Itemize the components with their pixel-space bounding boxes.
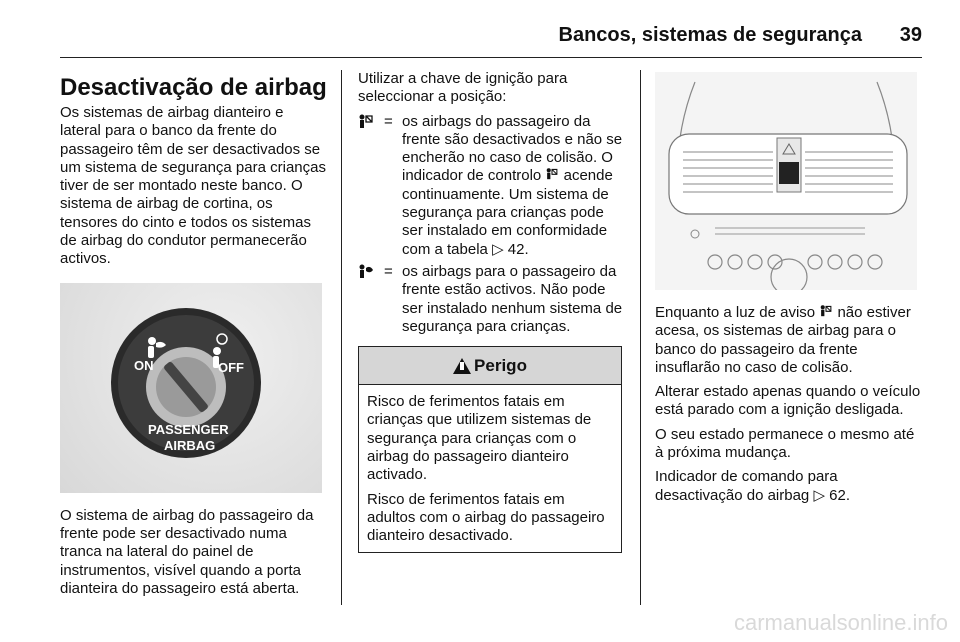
airbag-off-icon (819, 304, 833, 317)
page-header (60, 18, 922, 58)
switch-label-off: OFF (218, 359, 244, 375)
page-ref-icon: ▷ (813, 486, 825, 504)
intro-paragraph: Os sistemas de airbag dianteiro e lateral para o banco da frente do passageiro têm de ser desactivados se um sistema de segurança para crianças tiver de ser montado neste banco. O sistema de airbag de cortina, os tensores do cinto e todos os sistemas de airbag do condutor permanecerão activos. (60, 104, 326, 268)
column-left (60, 70, 328, 604)
switch-label-passenger: PASSENGER (148, 421, 229, 437)
warning-title: Perigo (474, 355, 527, 375)
right-paragraph-2: Alterar estado apenas quando o veículo está parado com a ignição desligada. (655, 383, 921, 419)
photo-caption: O sistema de airbag do passageiro da frente pode ser desactivado numa tranca na lateral do painel de instrumentos, visível quando a porta dianteira do passageiro está aberta. (60, 506, 314, 597)
selection-intro: Utilizar a chave de ignição para seleccionar a posição: (358, 70, 568, 106)
airbag-off-icon (358, 113, 384, 259)
danger-warning-box (358, 346, 622, 552)
page-ref: 62. (825, 486, 851, 504)
watermark: carmanualsonline.info (733, 610, 948, 635)
airbag-on-icon (358, 263, 384, 336)
column-divider (341, 70, 342, 605)
page-number: 39 (899, 24, 922, 46)
definition-text-part: acende continuamente. Um sistema de segurança para crianças pode ser instalado em conformidade com a tabela (402, 167, 613, 258)
right-paragraph-1 (655, 304, 925, 377)
switch-label-on: ON (134, 357, 154, 373)
airbag-off-indicator-icon (779, 162, 799, 184)
key-switch-illustration (60, 283, 322, 493)
definition-text (402, 113, 624, 259)
warning-header (359, 347, 621, 385)
position-definitions (358, 113, 624, 337)
column-divider (640, 70, 641, 605)
definition-equals: = (384, 112, 393, 130)
page-ref-icon: ▷ (492, 240, 504, 258)
warning-paragraph: Risco de ferimentos fatais em adultos com o airbag do passageiro dianteiro desactivado. (367, 490, 605, 545)
warning-triangle-icon (453, 358, 471, 374)
airbag-off-icon (545, 167, 559, 180)
text-part: Indicador de comando para desactivação do airbag (655, 468, 838, 504)
airbag-switch-photo (60, 283, 322, 493)
section-title: Desactivação de airbag (60, 74, 327, 101)
column-middle (358, 70, 624, 553)
warning-body (359, 385, 621, 551)
page-ref: 42. (503, 240, 529, 258)
text-part: não estiver acesa, os sistemas de airbag para o banco do passageiro da frente insuflarão no caso de colisão. (655, 304, 911, 376)
dashboard-illustration (655, 72, 917, 290)
warning-paragraph: Risco de ferimentos fatais em crianças que utilizem sistemas de segurança para crianças com o airbag do passageiro dianteiro activado. (367, 393, 592, 484)
center-console-drawing (655, 72, 917, 290)
column-right (655, 70, 925, 511)
right-paragraph-4 (655, 468, 925, 505)
definition-off (358, 113, 624, 259)
definition-text: os airbags para o passageiro da frente estão activos. Não pode ser instalado nenhum sistema de segurança para crianças. (402, 262, 623, 335)
chapter-title: Bancos, sistemas de segurança (558, 24, 862, 46)
definition-text-part: os airbags do passageiro da frente são desactivados e não se encherão no caso de colisão. O indicador de controlo (402, 112, 623, 185)
definition-on (358, 263, 624, 336)
switch-label-airbag: AIRBAG (164, 437, 216, 453)
text-part: Enquanto a luz de aviso (655, 304, 816, 321)
definition-equals: = (384, 262, 393, 280)
right-paragraph-3: O seu estado permanece o mesmo até à próxima mudança. (655, 425, 915, 462)
